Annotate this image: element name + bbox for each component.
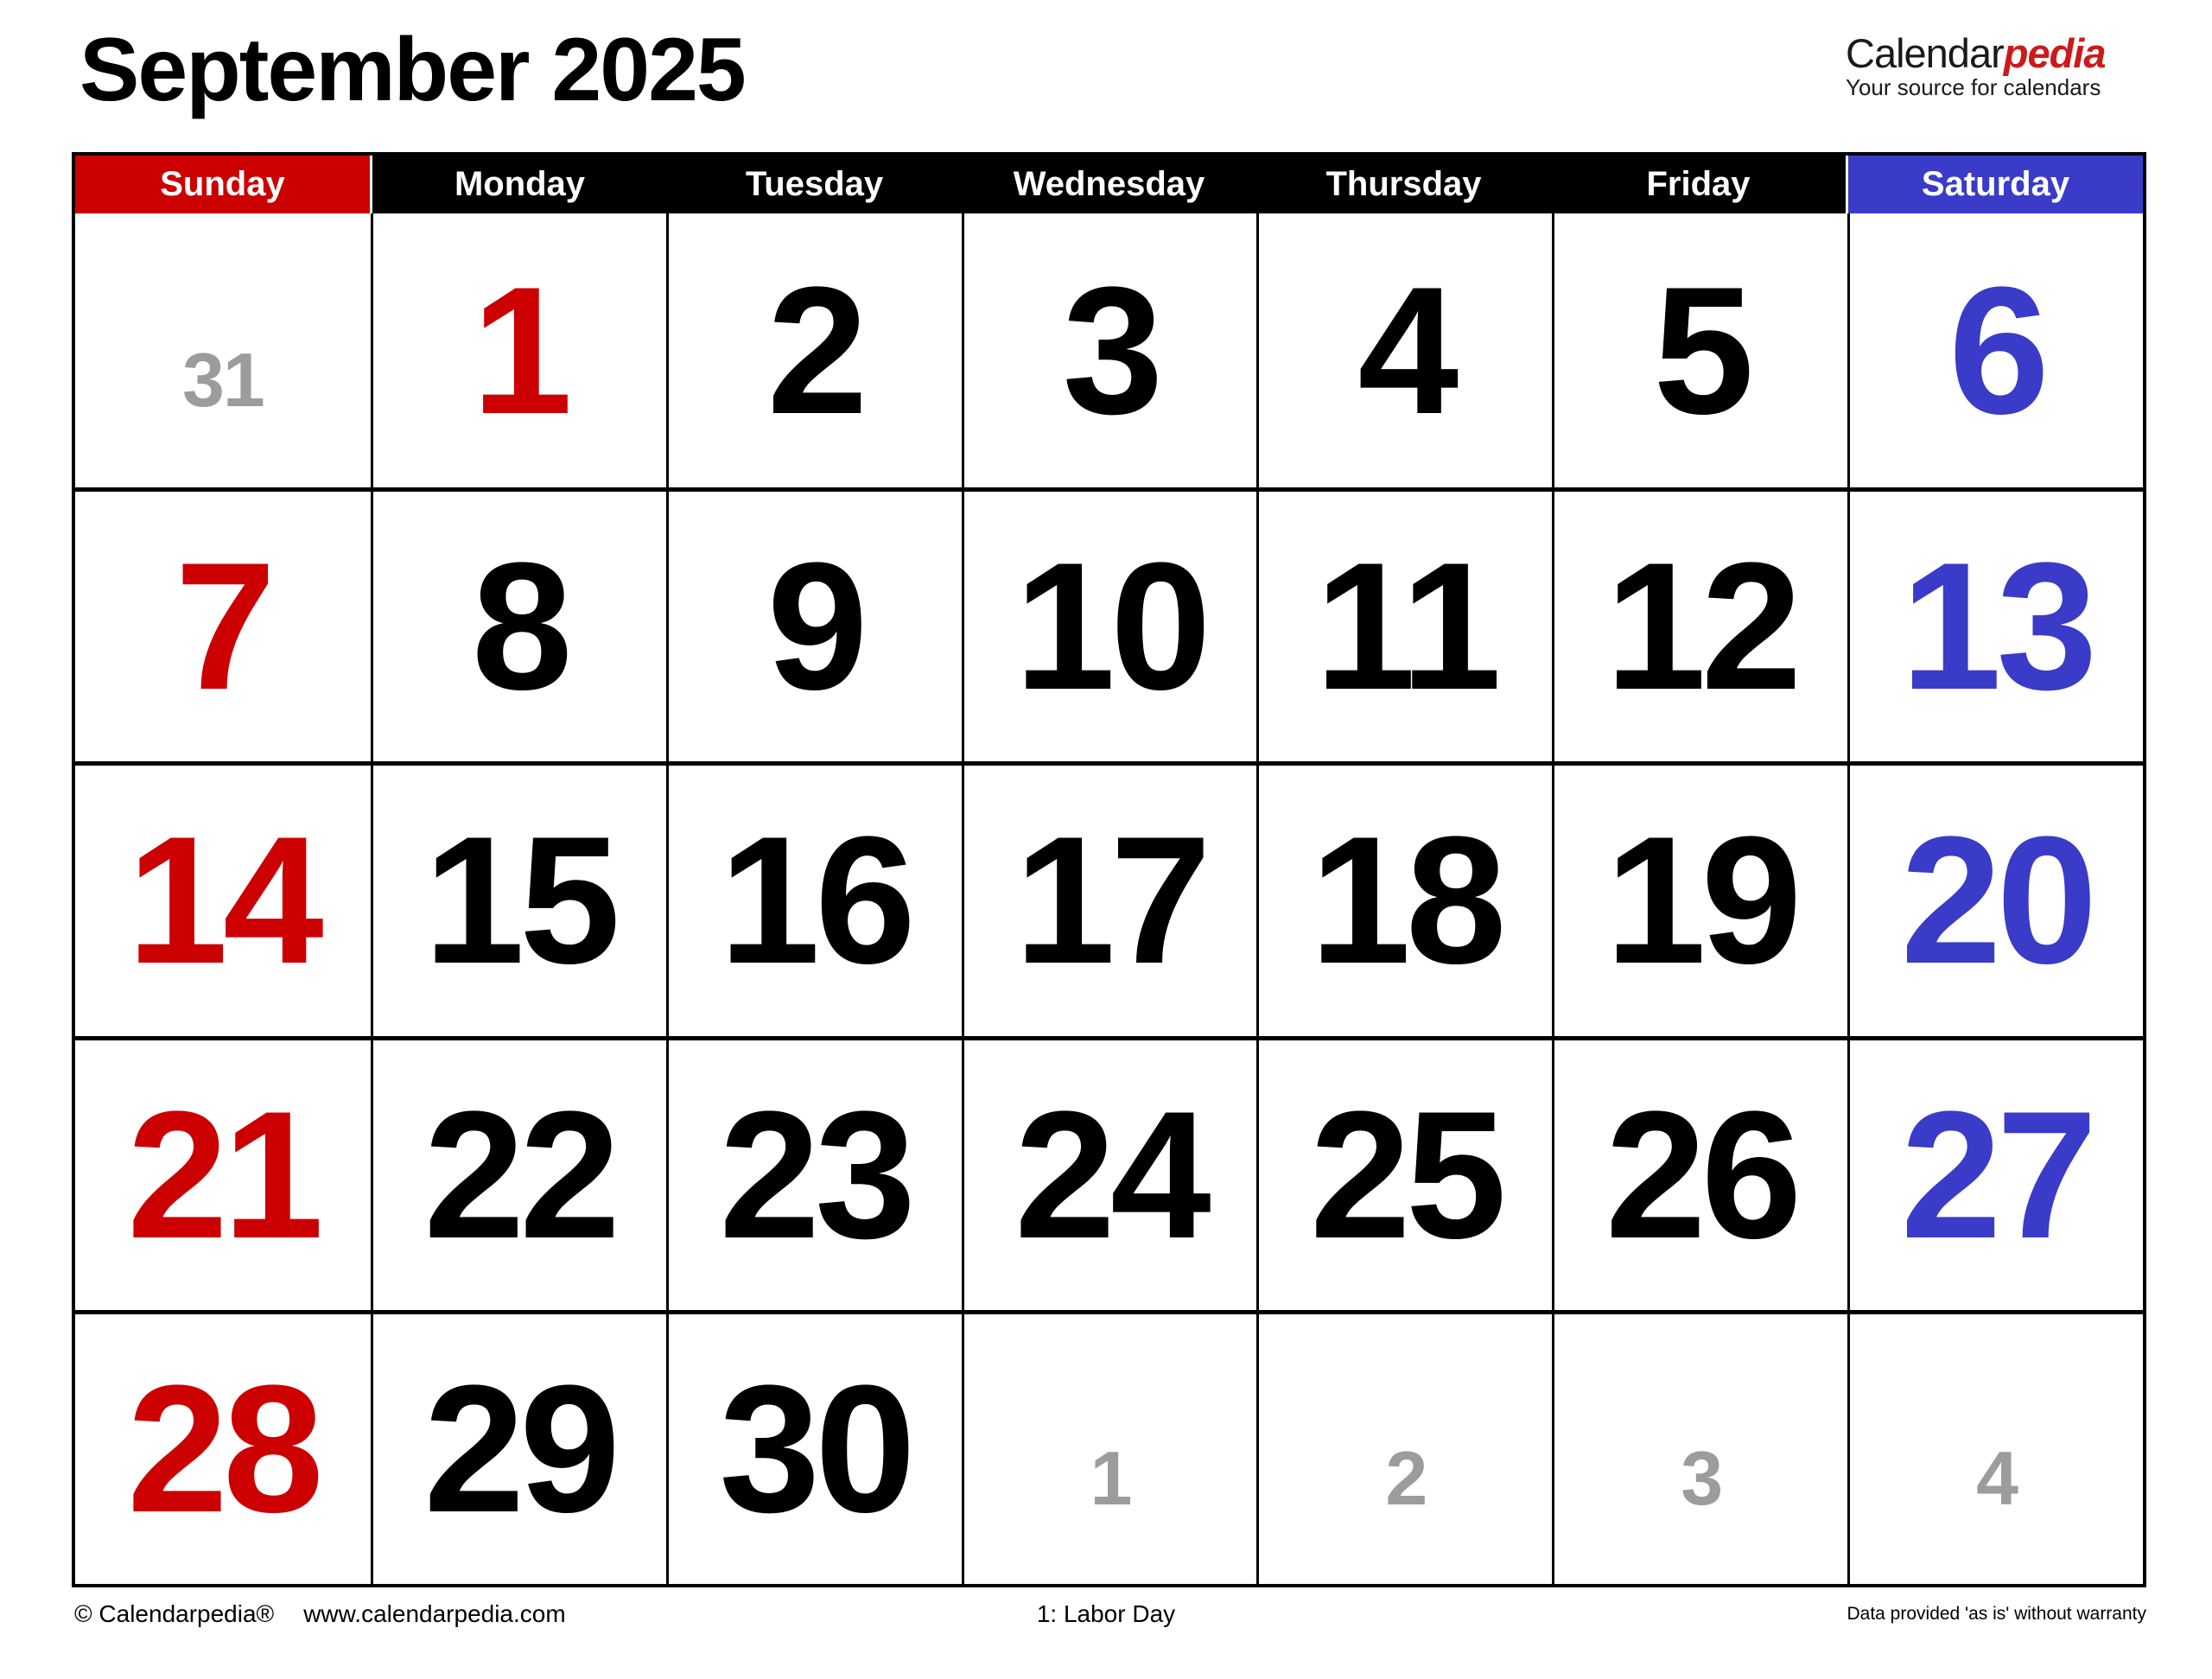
weekday-header-saturday: Saturday xyxy=(1846,156,2143,213)
day-number: 21 xyxy=(127,1072,319,1276)
day-cell xyxy=(666,213,962,487)
day-number: 17 xyxy=(1014,798,1206,1002)
brand-logo-black-part: Calendar xyxy=(1846,30,2004,76)
calendar-table xyxy=(72,152,2146,1587)
day-number: 27 xyxy=(1900,1072,2093,1276)
day-cell xyxy=(1552,213,1847,487)
day-cell xyxy=(666,1310,962,1584)
day-number: 4 xyxy=(1976,1434,2018,1521)
day-cell xyxy=(1552,761,1847,1035)
calendar-grid xyxy=(75,213,2143,1584)
footer-holiday-note: 1: Labor Day xyxy=(1036,1600,1176,1627)
weekday-header-row xyxy=(75,156,2143,213)
day-cell xyxy=(962,213,1257,487)
page-title: September 2025 xyxy=(79,20,745,120)
footer-website: www.calendarpedia.com xyxy=(303,1600,566,1627)
day-cell xyxy=(371,1310,666,1584)
day-number: 28 xyxy=(127,1346,319,1550)
day-number: 12 xyxy=(1605,525,1797,728)
day-number: 18 xyxy=(1310,798,1502,1002)
day-number: 31 xyxy=(181,336,264,423)
weekday-header-tuesday: Tuesday xyxy=(745,165,884,203)
day-number: 6 xyxy=(1948,248,2044,452)
day-number: 16 xyxy=(719,798,911,1002)
day-number: 4 xyxy=(1357,248,1454,452)
day-cell xyxy=(666,761,962,1035)
day-cell xyxy=(1552,1310,1847,1584)
day-cell xyxy=(75,761,371,1035)
day-cell xyxy=(75,1310,371,1584)
brand-logo-red-part: pedia xyxy=(2003,30,2106,76)
weekday-header-friday: Friday xyxy=(1646,165,1751,203)
day-cell xyxy=(1552,1036,1847,1310)
day-number: 5 xyxy=(1653,248,1750,452)
day-number: 30 xyxy=(719,1346,911,1550)
day-cell xyxy=(75,213,371,487)
day-number: 22 xyxy=(423,1072,616,1276)
day-number: 13 xyxy=(1900,525,2093,728)
day-cell xyxy=(371,1036,666,1310)
day-cell xyxy=(1256,487,1552,761)
day-cell xyxy=(1847,1310,2143,1584)
day-number: 11 xyxy=(1314,525,1497,728)
footer-copyright: © Calendarpedia® xyxy=(74,1600,275,1627)
day-number: 9 xyxy=(766,525,863,728)
day-number: 8 xyxy=(471,525,568,728)
day-number: 3 xyxy=(1681,1434,1722,1521)
day-number: 14 xyxy=(127,798,319,1002)
day-number: 15 xyxy=(423,798,616,1002)
day-cell xyxy=(1256,761,1552,1035)
day-number: 1 xyxy=(471,248,568,452)
day-cell xyxy=(962,761,1257,1035)
day-number: 7 xyxy=(175,525,271,728)
footer-disclaimer: Data provided 'as is' without warranty xyxy=(1847,1604,2146,1624)
day-number: 23 xyxy=(719,1072,911,1276)
day-cell xyxy=(962,1036,1257,1310)
day-cell xyxy=(371,213,666,487)
day-cell xyxy=(1847,487,2143,761)
brand-logo-wordmark xyxy=(1846,30,2106,76)
day-number: 25 xyxy=(1310,1072,1502,1276)
weekday-header-sunday: Sunday xyxy=(75,156,372,213)
day-number: 10 xyxy=(1014,525,1206,728)
day-cell xyxy=(1847,1036,2143,1310)
day-cell xyxy=(962,1310,1257,1584)
day-cell xyxy=(962,487,1257,761)
day-number: 26 xyxy=(1605,1072,1797,1276)
day-cell xyxy=(666,487,962,761)
day-cell xyxy=(75,1036,371,1310)
day-number: 3 xyxy=(1062,248,1159,452)
day-cell xyxy=(1256,213,1552,487)
day-number: 20 xyxy=(1900,798,2093,1002)
day-cell xyxy=(666,1036,962,1310)
day-cell xyxy=(1847,761,2143,1035)
day-number: 1 xyxy=(1090,1434,1131,1521)
day-cell xyxy=(1552,487,1847,761)
weekday-header-monday: Monday xyxy=(454,165,586,203)
brand-logo xyxy=(1846,30,2106,100)
day-cell xyxy=(371,761,666,1035)
day-number: 2 xyxy=(1385,1434,1427,1521)
weekday-header-thursday: Thursday xyxy=(1325,165,1482,203)
day-number: 19 xyxy=(1605,798,1797,1002)
day-cell xyxy=(1256,1310,1552,1584)
day-cell xyxy=(1847,213,2143,487)
day-cell xyxy=(1256,1036,1552,1310)
day-number: 2 xyxy=(766,248,863,452)
day-cell xyxy=(75,487,371,761)
day-cell xyxy=(371,487,666,761)
day-number: 29 xyxy=(423,1346,616,1550)
day-number: 24 xyxy=(1014,1072,1206,1276)
weekday-header-wednesday: Wednesday xyxy=(1013,165,1205,203)
brand-tagline: Your source for calendars xyxy=(1846,74,2101,100)
